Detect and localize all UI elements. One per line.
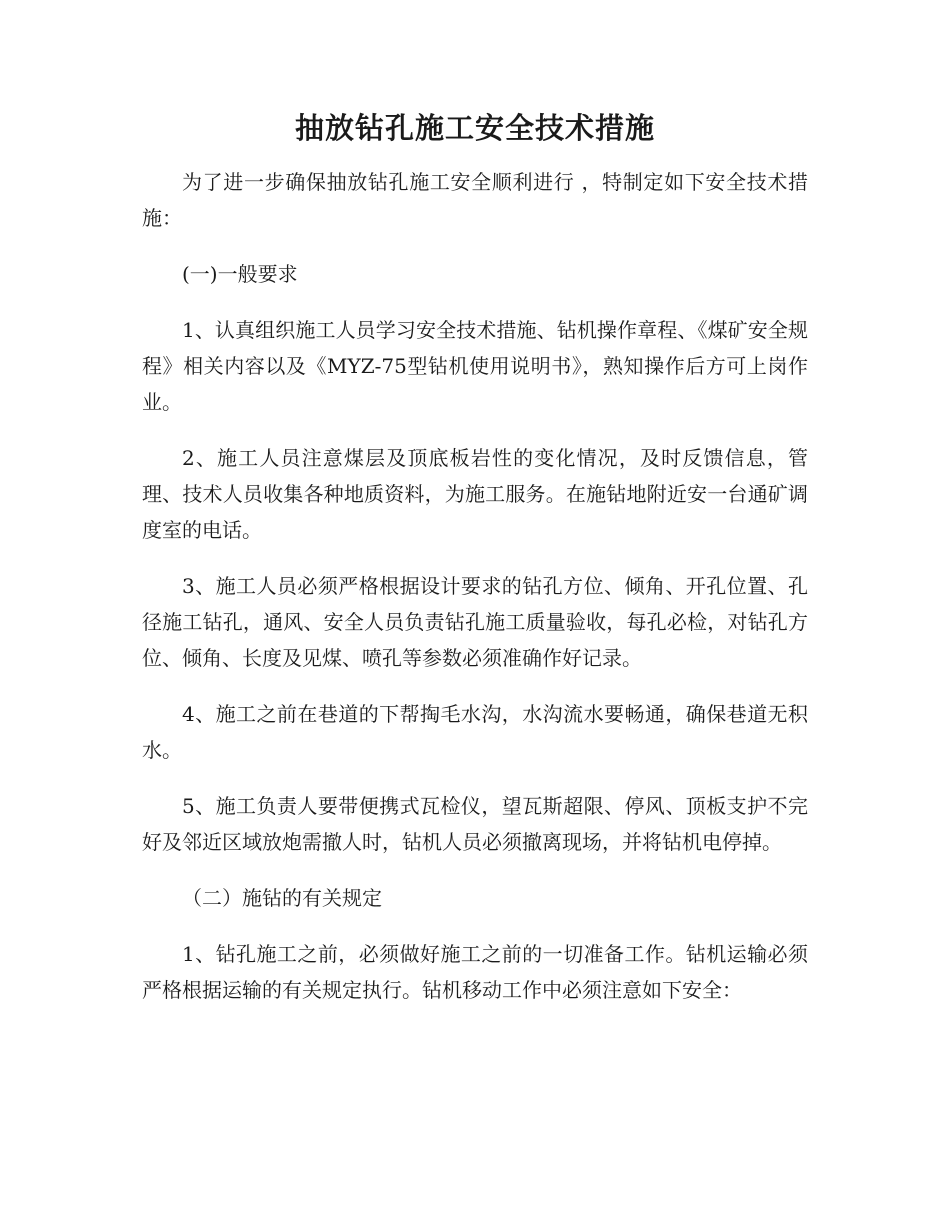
general-item-4: 4、施工之前在巷道的下帮掏毛水沟，水沟流水要畅通，确保巷道无积水。 bbox=[142, 702, 808, 762]
section-heading-general: (一)一般要求 bbox=[182, 262, 298, 286]
general-item-1: 1、认真组织施工人员学习安全技术措施、钻机操作章程、《煤矿安全规程》相关内容以及《MYZ-75型钻机使用说明书》，熟知操作后方可上岗作业。 bbox=[142, 318, 808, 414]
intro-paragraph: 为了进一步确保抽放钻孔施工安全顺利进行 ，特制定如下安全技术措施： bbox=[142, 170, 808, 230]
document-title: 抽放钻孔施工安全技术措施 bbox=[294, 111, 655, 145]
general-item-2: 2、施工人员注意煤层及顶底板岩性的变化情况，及时反馈信息，管理、技术人员收集各种地质资料，为施工服务。在施钻地附近安一台通矿调度室的电话。 bbox=[142, 446, 808, 542]
general-item-3: 3、施工人员必须严格根据设计要求的钻孔方位、倾角、开孔位置、孔径施工钻孔，通风、安全人员负责钻孔施工质量验收，每孔必检，对钻孔方位、倾角、长度及见煤、喷孔等参数必须准确作好记录。 bbox=[142, 574, 808, 670]
section-heading-drilling: （二）施钻的有关规定 bbox=[182, 886, 382, 910]
drilling-item-1: 1、钻孔施工之前，必须做好施工之前的一切准备工作。钻机运输必须严格根据运输的有关规定执行。钻机移动工作中必须注意如下安全： bbox=[142, 942, 808, 1002]
general-item-5: 5、施工负责人要带便携式瓦检仪，望瓦斯超限、停风、顶板支护不完好及邻近区域放炮需撤人时，钻机人员必须撤离现场，并将钻机电停掉。 bbox=[142, 794, 808, 854]
document-body bbox=[142, 164, 808, 1028]
